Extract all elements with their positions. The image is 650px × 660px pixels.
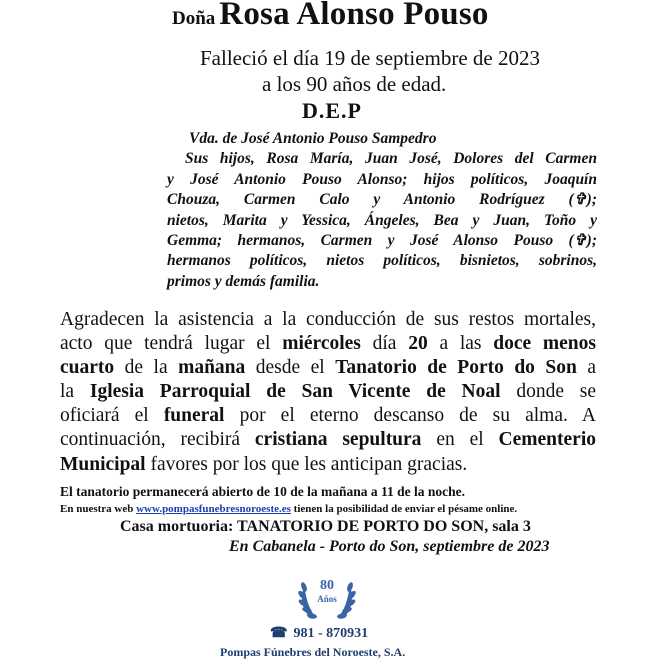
funeral-announcement [60, 308, 596, 477]
phone-number: 981 - 870931 [293, 626, 369, 641]
family-list [167, 129, 597, 292]
death-date-line: Falleció el día 19 de septiembre de 2023 [200, 46, 540, 70]
title-prefix: Doña [172, 8, 216, 29]
body-line [60, 428, 596, 452]
website-link[interactable]: www.pompasfunebresnoroeste.es [136, 503, 291, 515]
family-line: nietos, Marita y Yessica, Ángeles, Bea y Juan, Toño y [167, 211, 597, 229]
text-run: acto que tendrá lugar el [60, 333, 283, 355]
family-line: Sus hijos, Rosa María, Juan José, Dolores del Carmen [185, 150, 597, 168]
family-line: hermanos políticos, nietos políticos, bisnietos, sobrinos, [167, 252, 597, 270]
web-condolence-line [60, 503, 517, 515]
family-line: Gemma; hermanos, Carmen y José Alonso Pouso (✞); [167, 232, 597, 250]
anniversary-logo [292, 563, 362, 627]
body-line [60, 453, 596, 477]
company-name: Pompas Fúnebres del Noroeste, S.A. [220, 645, 406, 659]
phone-line [270, 625, 368, 642]
text-run: oficiará el [60, 405, 164, 427]
text-run: en el [421, 429, 499, 451]
text-run: por el eterno descanso de su alma. A [224, 405, 596, 427]
logo-word: Años [317, 594, 337, 604]
body-line [60, 356, 596, 380]
body-line [60, 404, 596, 428]
deceased-title [172, 0, 489, 33]
time-of-day: mañana [178, 357, 246, 379]
text-run: donde se [500, 381, 596, 403]
text-run: día [360, 333, 409, 355]
dep-heading: D.E.P [302, 98, 362, 123]
day-number: 20 [408, 333, 428, 355]
body-line [60, 380, 596, 404]
burial-text: cristiana sepultura [254, 429, 422, 451]
family-line: Vda. de José Antonio Pouso Sampedro [189, 130, 437, 147]
funeral-home-room: Casa mortuoria: TANATORIO DE PORTO DO SON, sala 3 [120, 518, 531, 535]
place-and-date: En Cabanela - Porto do Son, septiembre de 2023 [229, 538, 550, 555]
text-run: a las [427, 333, 494, 355]
origin-place: Tanatorio de Porto do Son [335, 357, 577, 379]
cemetery-text: Cementerio [498, 429, 596, 451]
text-run: continuación, recibirá [60, 429, 255, 451]
tanatorio-hours: El tanatorio permanecerá abierto de 10 de la mañana a 11 de la noche. [60, 484, 465, 499]
web-suffix: tienen la posibilidad de enviar el pésame online. [290, 503, 518, 515]
phone-icon: ☎ [270, 626, 288, 641]
text-run: la [60, 381, 90, 403]
family-line: Chouza, Carmen Calo y Antonio Rodríguez (✞); [167, 191, 597, 209]
church-name: Iglesia Parroquial de San Vicente de Noal [89, 381, 501, 403]
weekday: miércoles [282, 333, 361, 355]
family-line: y José Antonio Pouso Alonso; hijos políticos, Joaquín [167, 170, 597, 188]
family-line: primos y demás familia. [167, 272, 320, 290]
text-run: a [576, 357, 596, 379]
web-prefix: En nuestra web [60, 503, 137, 515]
body-line: Agradecen la asistencia a la conducción de sus restos mortales, [60, 309, 596, 330]
time-text: cuarto [60, 357, 115, 379]
text-run: desde el [245, 357, 336, 379]
deceased-name: Rosa Alonso Pouso [219, 0, 489, 32]
ceremony-word: funeral [163, 405, 225, 427]
body-line [60, 332, 596, 356]
text-run: de la [114, 357, 179, 379]
time-text: doce menos [493, 333, 596, 355]
text-run: favores por los que les anticipan gracias. [145, 453, 468, 475]
cemetery-text: Municipal [60, 453, 146, 475]
age-line: a los 90 años de edad. [262, 72, 447, 96]
logo-number: 80 [320, 578, 334, 593]
